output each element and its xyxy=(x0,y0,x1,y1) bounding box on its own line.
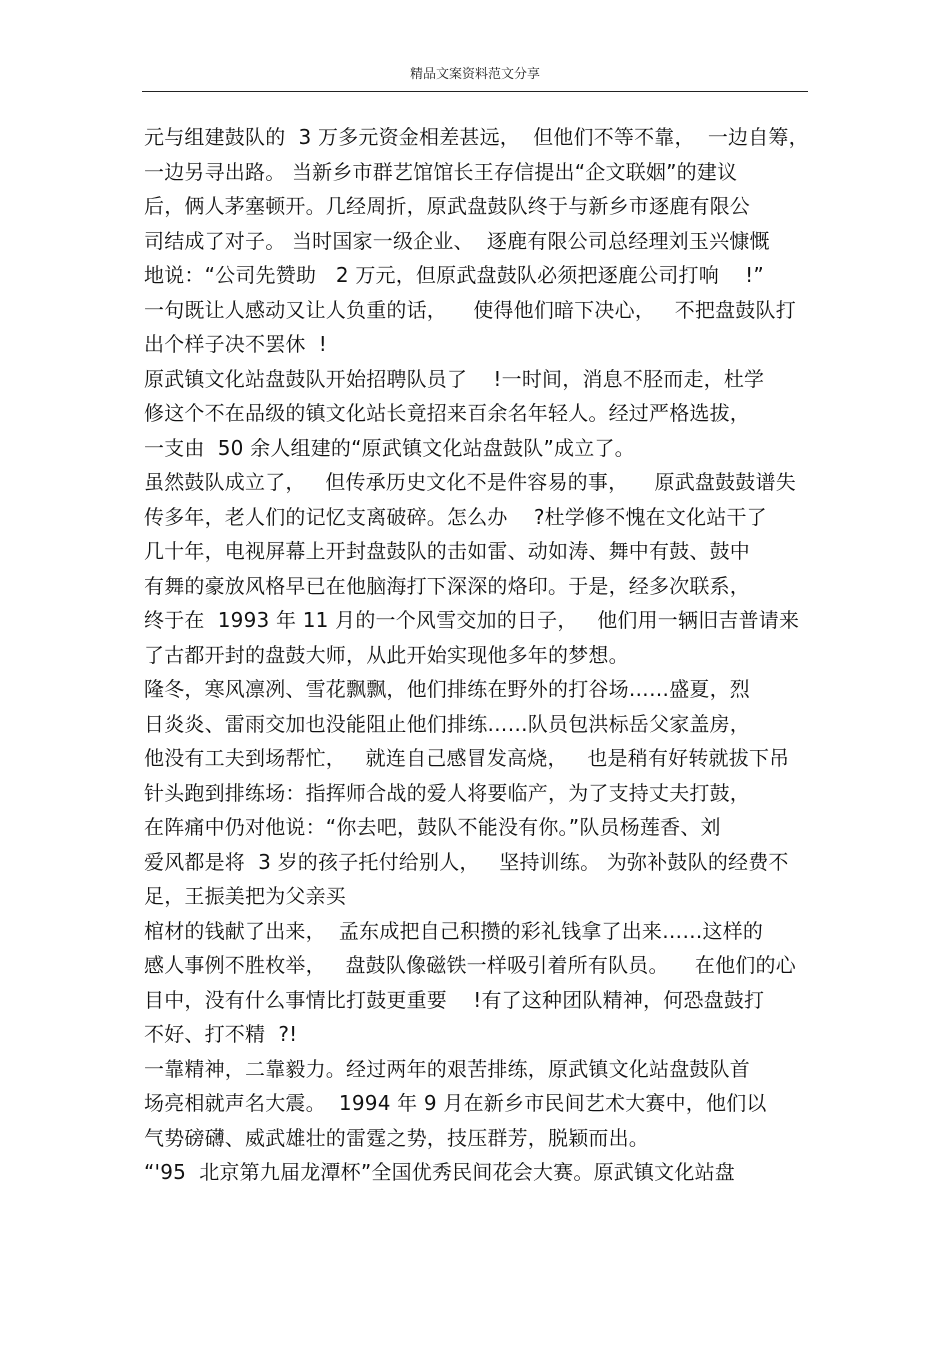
text-line: 终于在 1993 年 11 月的一个风雪交加的日子， 他们用一辆旧吉普请来 xyxy=(144,608,800,632)
text-line: 出个样子决不罢休 ! xyxy=(144,332,327,356)
text-line: 感人事例不胜枚举， 盘鼓队像磁铁一样吸引着所有队员。 在他们的心 xyxy=(144,953,796,977)
text-line: 足，王振美把为父亲买 xyxy=(144,884,346,908)
text-line: 棺材的钱献了出来， 孟东成把自己积攒的彩礼钱拿了出来……这样的 xyxy=(144,918,764,943)
text-line: 虽然鼓队成立了， 但传承历史文化不是件容易的事， 原武盘鼓鼓谱失 xyxy=(144,470,796,494)
text-line: 几十年，电视屏幕上开封盘鼓队的击如雷、动如涛、舞中有鼓、鼓中 xyxy=(144,539,750,563)
text-line: 原武镇文化站盘鼓队开始招聘队员了 !一时间，消息不胫而走，杜学 xyxy=(144,366,765,391)
text-line: 一句既让人感动又让人负重的话， 使得他们暗下决心， 不把盘鼓队打 xyxy=(144,297,796,322)
text-line: 后，俩人茅塞顿开。几经周折，原武盘鼓队终于与新乡市逐鹿有限公 xyxy=(144,194,750,218)
text-line: 元与组建鼓队的 3 万多元资金相差甚远， 但他们不等不靠， 一边自筹， xyxy=(144,125,809,149)
text-line: 隆冬，寒风凛冽、雪花飘飘，他们排练在野外的打谷场……盛夏，烈 xyxy=(144,677,750,701)
text-line: 目中，没有什么事情比打鼓更重要 !有了这种团队精神，何恐盘鼓打 xyxy=(144,987,765,1012)
text-line: 爱风都是将 3 岁的孩子托付给别人， 坚持训练。 为弥补鼓队的经费不 xyxy=(144,849,789,874)
text-line: 一靠精神，二靠毅力。经过两年的艰苦排练，原武镇文化站盘鼓队首 xyxy=(144,1056,750,1081)
text-line: 司结成了对子。 当时国家一级企业、 逐鹿有限公司总经理刘玉兴慷慨 xyxy=(144,228,770,253)
text-line: 了古都开封的盘鼓大师，从此开始实现他多年的梦想。 xyxy=(144,642,629,667)
text-line: 不好、打不精 ?! xyxy=(144,1022,298,1046)
text-line: 场亮相就声名大震。 1994 年 9 月在新乡市民间艺术大赛中，他们以 xyxy=(144,1091,767,1115)
text-line: 地说：“公司先赞助 2 万元，但原武盘鼓队必须把逐鹿公司打响 !” xyxy=(144,263,764,287)
text-line: 气势磅礴、威武雄壮的雷霆之势，技压群芳，脱颖而出。 xyxy=(144,1125,649,1150)
page-header xyxy=(142,64,808,92)
text-line: 一边另寻出路。 当新乡市群艺馆馆长王存信提出“企文联姻”的建议 xyxy=(144,159,738,184)
text-line: 在阵痛中仍对他说：“你去吧，鼓队不能没有你。”队员杨莲香、刘 xyxy=(144,815,721,839)
text-line: 日炎炎、雷雨交加也没能阻止他们排练……队员包洪标岳父家盖房， xyxy=(144,711,750,736)
text-line: 一支由 50 余人组建的“原武镇文化站盘鼓队”成立了。 xyxy=(144,435,635,460)
header-divider xyxy=(142,91,808,92)
text-line: 有舞的豪放风格早已在他脑海打下深深的烙印。于是，经多次联系， xyxy=(144,573,750,598)
text-line: 传多年，老人们的记忆支离破碎。怎么办 ?杜学修不愧在文化站干了 xyxy=(144,504,767,529)
document-body xyxy=(144,120,824,1190)
text-line: “'95 北京第九届龙潭杯”全国优秀民间花会大赛。原武镇文化站盘 xyxy=(144,1160,735,1184)
header-title: 精品文案资料范文分享 xyxy=(409,67,540,82)
text-line: 修这个不在品级的镇文化站长竟招来百余名年轻人。经过严格选拔， xyxy=(144,401,750,425)
text-line: 他没有工夫到场帮忙， 就连自己感冒发高烧， 也是稍有好转就拔下吊 xyxy=(144,746,790,770)
text-line: 针头跑到排练场：指挥师合战的爱人将要临产，为了支持丈夫打鼓， xyxy=(144,780,750,805)
